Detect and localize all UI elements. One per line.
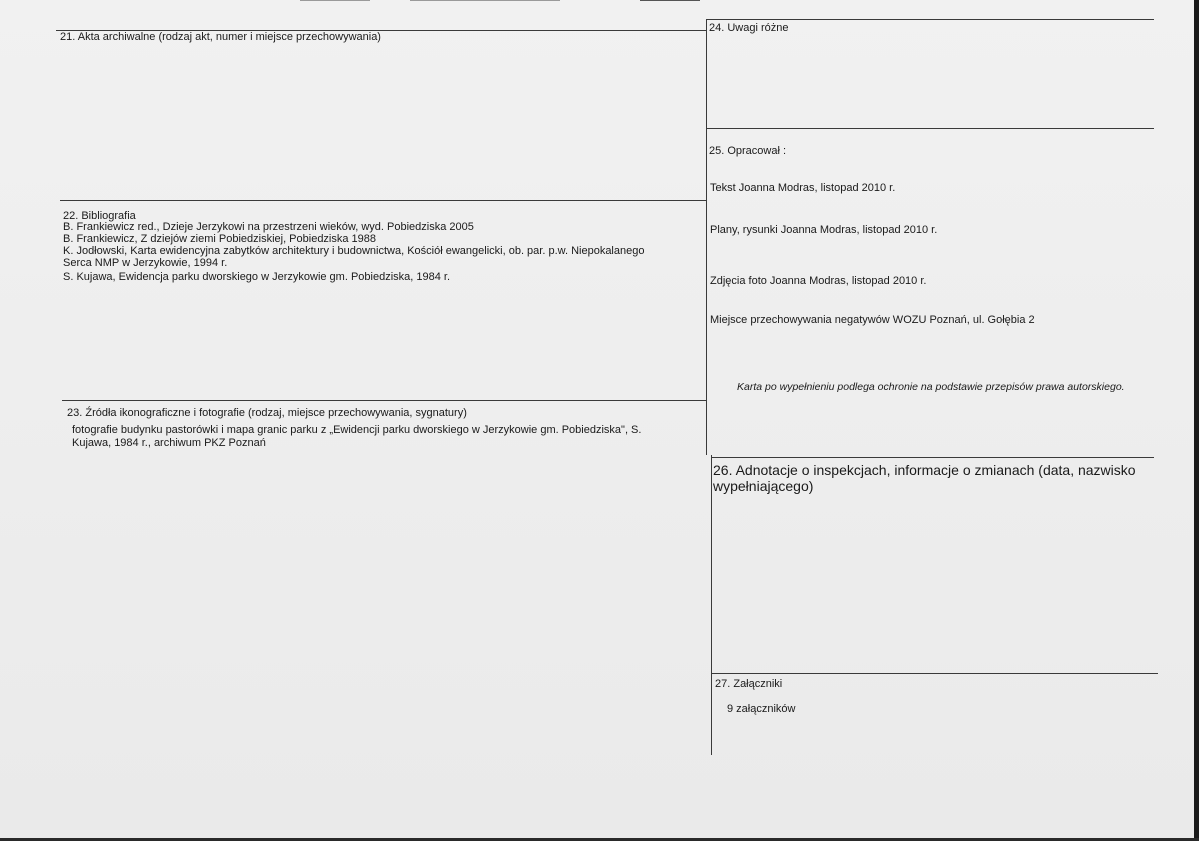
section-25-top-rule <box>706 128 1154 129</box>
section-25-heading: 25. Opracował : <box>709 145 787 157</box>
iconography-line: fotografie budynku pastorówki i mapa granic parku z „Ewidencji parku dworskiego w Jerzykowie gm. Pobiedziska", S. <box>72 424 642 436</box>
bibliography-entry: B. Frankiewicz red., Dzieje Jerzykowi na przestrzeni wieków, wyd. Pobiedziska 2005 <box>63 221 474 233</box>
column-divider-lower <box>711 455 712 755</box>
bibliography-entry: K. Jodłowski, Karta ewidencyjna zabytków architektury i budownictwa, Kościół ewangelicki, ob. par. p.w. Niepokalanego <box>63 245 645 257</box>
copyright-note: Karta po wypełnieniu podlega ochronie na podstawie przepisów prawa autorskiego. <box>737 381 1125 393</box>
iconography-line: Kujawa, 1984 r., archiwum PKZ Poznań <box>72 437 266 449</box>
scan-edge-right <box>1194 0 1199 841</box>
column-divider-upper <box>706 19 707 455</box>
section-22-heading: 22. Bibliografia <box>63 210 136 222</box>
author-plans-line: Plany, rysunki Joanna Modras, listopad 2010 r. <box>710 224 938 236</box>
scan-artifact <box>410 0 560 1</box>
bibliography-entry: Serca NMP w Jerzykowie, 1994 r. <box>63 257 228 269</box>
bibliography-list <box>63 221 693 283</box>
section-24-top-rule <box>706 19 1154 20</box>
attachments-count: 9 załączników <box>727 703 796 715</box>
bibliography-entry: B. Frankiewicz, Z dziejów ziemi Pobiedziskiej, Pobiedziska 1988 <box>63 233 377 245</box>
author-photos-line: Zdjęcia foto Joanna Modras, listopad 2010 r. <box>710 275 927 287</box>
bibliography-entry: S. Kujawa, Ewidencja parku dworskiego w Jerzykowie gm. Pobiedziska, 1984 r. <box>63 271 451 283</box>
scan-artifact <box>300 0 370 1</box>
section-27-heading: 27. Załączniki <box>715 678 783 690</box>
section-26-top-rule <box>711 457 1154 458</box>
author-text-line: Tekst Joanna Modras, listopad 2010 r. <box>710 182 896 194</box>
section-24-heading: 24. Uwagi różne <box>709 22 789 34</box>
scan-artifact <box>640 0 700 1</box>
section-23-heading: 23. Źródła ikonograficzne i fotografie (rodzaj, miejsce przechowywania, sygnatury) <box>67 407 467 419</box>
section-23-top-rule <box>62 400 706 401</box>
section-22-top-rule <box>60 200 706 201</box>
section-27-top-rule <box>711 673 1158 674</box>
section-21-heading: 21. Akta archiwalne (rodzaj akt, numer i miejsce przechowywania) <box>60 31 381 43</box>
section-23-content <box>72 424 692 450</box>
section-26-heading: 26. Adnotacje o inspekcjach, informacje o zmianach (data, nazwisko wypełniającego) <box>713 462 1136 494</box>
negatives-location-line: Miejsce przechowywania negatywów WOZU Poznań, ul. Gołębia 2 <box>710 314 1035 326</box>
